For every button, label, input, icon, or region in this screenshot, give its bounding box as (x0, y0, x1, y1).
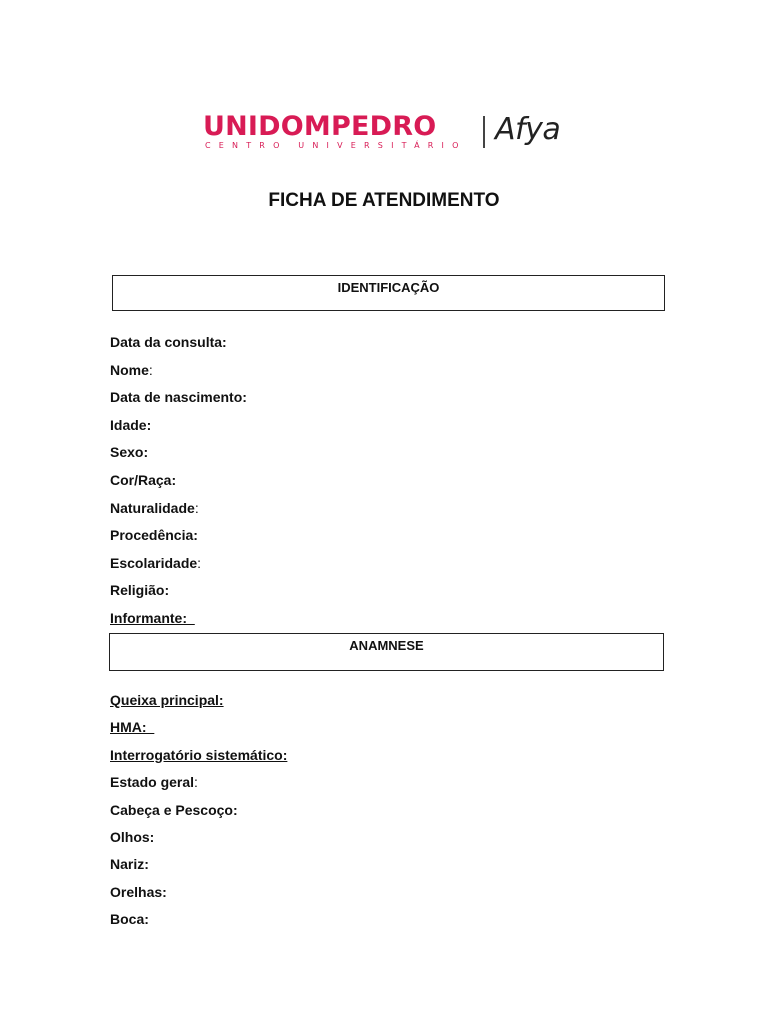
section-identificacao (112, 275, 665, 311)
header-logo (203, 112, 575, 156)
document-title: FICHA DE ATENDIMENTO (268, 190, 500, 211)
field-data-consulta: Data da consulta: (110, 334, 227, 350)
field-boca: Boca: (110, 911, 149, 928)
field-olhos: Olhos: (110, 828, 155, 845)
anamnese-field-list (110, 692, 287, 939)
brand-subtitle: CENTRO UNIVERSITÁRIO (205, 141, 467, 150)
field-idade: Idade: (110, 416, 152, 433)
field-interrogatorio-sistematico: Interrogatório sistemático: (110, 746, 288, 763)
field-cor-raca: Cor/Raça: (110, 471, 177, 488)
brand-name: UNIDOMPEDRO (203, 111, 437, 142)
field-orelhas: Orelhas: (110, 883, 167, 900)
field-procedencia: Procedência: (110, 527, 198, 544)
field-cabeca-pescoco: Cabeça e Pescoço: (110, 801, 238, 818)
field-sexo: Sexo: (110, 444, 149, 461)
field-escolaridade: Escolaridade: (110, 554, 202, 571)
field-religiao: Religião: (110, 582, 170, 599)
section-heading-anamnese: ANAMNESE (349, 638, 424, 653)
section-anamnese (109, 633, 664, 671)
logo-divider (483, 116, 485, 148)
section-heading-identificacao: IDENTIFICAÇÃO (337, 280, 440, 295)
field-data-nascimento: Data de nascimento: (110, 389, 247, 406)
identificacao-field-list (110, 334, 247, 638)
field-queixa-principal: Queixa principal: (110, 692, 224, 708)
field-nome: Nome: (110, 361, 153, 378)
field-naturalidade: Naturalidade: (110, 499, 199, 516)
field-hma: HMA: (110, 719, 155, 736)
field-nariz: Nariz: (110, 856, 149, 873)
field-informante: Informante: (110, 609, 195, 626)
partner-logo: Afya (495, 112, 561, 147)
field-estado-geral: Estado geral: (110, 774, 198, 791)
